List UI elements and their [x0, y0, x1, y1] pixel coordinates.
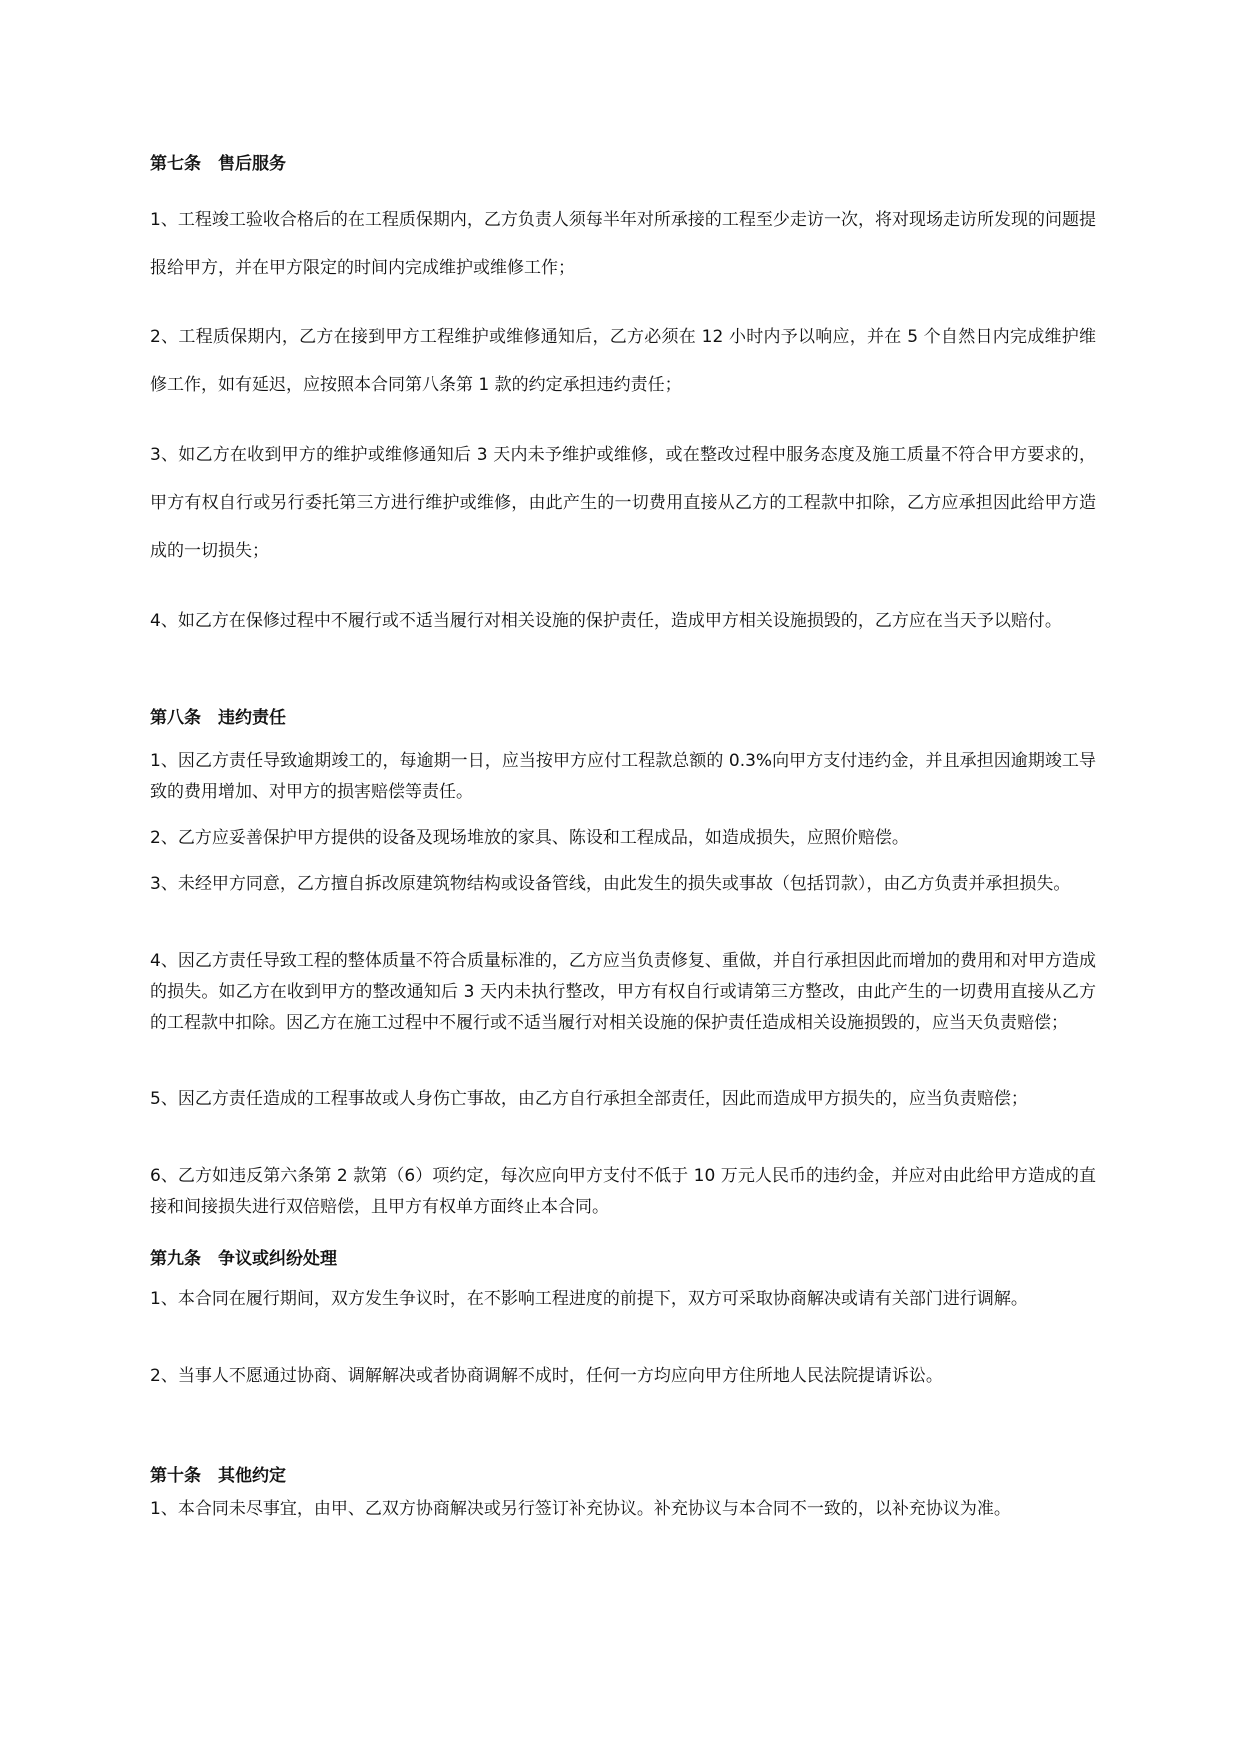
section-8-item-5: 5、因乙方责任造成的工程事故或人身伤亡事故，由乙方自行承担全部责任，因此而造成甲方损失的，应当负责赔偿；	[150, 1089, 1028, 1109]
section-7-item-3: 3、如乙方在收到甲方的维护或维修通知后 3 天内未予维护或维修，或在整改过程中服务态度及施工质量不符合甲方要求的，甲方有权自行或另行委托第三方进行维护或维修，由此产生的一切费用直接从乙方的工程款中扣除，乙方应承担因此给甲方造成的一切损失；	[150, 445, 1096, 561]
section-9-item-1: 1、本合同在履行期间，双方发生争议时，在不影响工程进度的前提下，双方可采取协商解决或请有关部门进行调解。	[150, 1289, 1028, 1309]
section-7-item-4: 4、如乙方在保修过程中不履行或不适当履行对相关设施的保护责任，造成甲方相关设施损毁的，乙方应在当天予以赔付。	[150, 611, 1062, 631]
section-8-heading: 第八条 违约责任	[150, 708, 286, 728]
section-8-item-1: 1、因乙方责任导致逾期竣工的，每逾期一日，应当按甲方应付工程款总额的 0.3%向甲方支付违约金，并且承担因逾期竣工导致的费用增加、对甲方的损害赔偿等责任。	[150, 751, 1096, 802]
section-7-heading: 第七条 售后服务	[150, 154, 286, 174]
section-7-item-1: 1、工程竣工验收合格后的在工程质保期内，乙方负责人须每半年对所承接的工程至少走访一次，将对现场走访所发现的问题提报给甲方，并在甲方限定的时间内完成维护或维修工作；	[150, 210, 1096, 278]
section-9-item-2: 2、当事人不愿通过协商、调解解决或者协商调解不成时，任何一方均应向甲方住所地人民法院提请诉讼。	[150, 1366, 943, 1386]
section-10-heading: 第十条 其他约定	[150, 1466, 286, 1486]
section-8-item-2: 2、乙方应妥善保护甲方提供的设备及现场堆放的家具、陈设和工程成品，如造成损失，应照价赔偿。	[150, 828, 909, 848]
section-8-item-3: 3、未经甲方同意，乙方擅自拆改原建筑物结构或设备管线，由此发生的损失或事故（包括罚款），由乙方负责并承担损失。	[150, 874, 1071, 894]
section-7-item-2: 2、工程质保期内，乙方在接到甲方工程维护或维修通知后，乙方必须在 12 小时内予以响应，并在 5 个自然日内完成维护维修工作，如有延迟，应按照本合同第八条第 1 款的约定承担违约责任；	[150, 327, 1096, 395]
section-9-heading: 第九条 争议或纠纷处理	[150, 1249, 337, 1269]
section-10-item-1: 1、本合同未尽事宜，由甲、乙双方协商解决或另行签订补充协议。补充协议与本合同不一致的，以补充协议为准。	[150, 1499, 1011, 1519]
section-8-item-4: 4、因乙方责任导致工程的整体质量不符合质量标准的，乙方应当负责修复、重做，并自行承担因此而增加的费用和对甲方造成的损失。如乙方在收到甲方的整改通知后 3 天内未执行整改，甲方有权自行或请第三方整改，由此产生的一切费用直接从乙方的工程款中扣除。因乙方在施工过程中不履行或不适当履行对相关设施的保护责任造成相关设施损毁的，应当天负责赔偿；	[150, 951, 1096, 1033]
section-8-item-6: 6、乙方如违反第六条第 2 款第（6）项约定，每次应向甲方支付不低于 10 万元人民币的违约金，并应对由此给甲方造成的直接和间接损失进行双倍赔偿，且甲方有权单方面终止本合同。	[150, 1166, 1096, 1217]
